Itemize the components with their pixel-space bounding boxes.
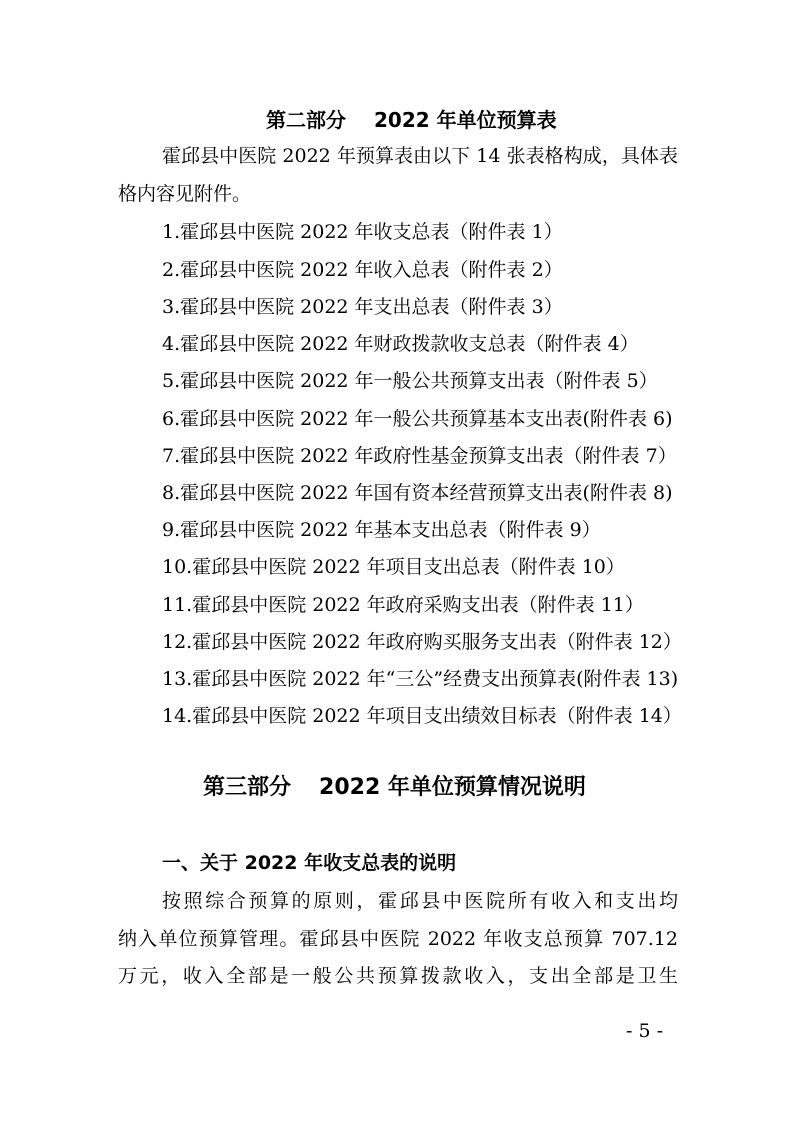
- part2-intro-line1: 霍邱县中医院 2022 年预算表由以下 14 张表格构成，具体表: [162, 145, 678, 167]
- list-item: 13.霍邱县中医院 2022 年“三公”经费支出预算表(附件表 13): [162, 668, 679, 690]
- part2-heading: [266, 110, 557, 130]
- list-item: 5.霍邱县中医院 2022 年一般公共预算支出表（附件表 5）: [162, 370, 658, 392]
- list-item: 2.霍邱县中医院 2022 年收入总表（附件表 2）: [162, 259, 563, 281]
- list-item: 7.霍邱县中医院 2022 年政府性基金预算支出表（附件表 7）: [162, 445, 677, 467]
- list-item: 1.霍邱县中医院 2022 年收支总表（附件表 1）: [162, 221, 563, 243]
- list-item: 10.霍邱县中医院 2022 年项目支出总表（附件表 10）: [162, 556, 625, 578]
- list-item: 6.霍邱县中医院 2022 年一般公共预算基本支出表(附件表 6): [162, 408, 673, 430]
- paragraph-line: 纳入单位预算管理。霍邱县中医院 2022 年收支总预算 707.12: [118, 928, 678, 950]
- part3-heading-prefix: 第三部分: [203, 775, 292, 800]
- part2-heading-prefix: 第二部分: [266, 108, 346, 132]
- list-item: 8.霍邱县中医院 2022 年国有资本经营预算支出表(附件表 8): [162, 482, 673, 504]
- part2-intro-line2: 格内容见附件。: [118, 183, 252, 205]
- page-number: - 5 -: [626, 1020, 664, 1042]
- section1-heading: 一、关于 2022 年收支总表的说明: [162, 852, 457, 874]
- part3-heading-title: 2022 年单位预算情况说明: [319, 775, 586, 800]
- paragraph-line: 按照综合预算的原则，霍邱县中医院所有收入和支出均: [162, 890, 678, 912]
- list-item: 11.霍邱县中医院 2022 年政府采购支出表（附件表 11）: [162, 594, 644, 616]
- part3-heading: [203, 777, 586, 799]
- paragraph-line: 万元，收入全部是一般公共预算拨款收入，支出全部是卫生: [118, 965, 678, 987]
- list-item: 12.霍邱县中医院 2022 年政府购买服务支出表（附件表 12）: [162, 631, 682, 653]
- list-item: 9.霍邱县中医院 2022 年基本支出总表（附件表 9）: [162, 519, 601, 541]
- list-item: 14.霍邱县中医院 2022 年项目支出绩效目标表（附件表 14）: [162, 705, 682, 727]
- list-item: 3.霍邱县中医院 2022 年支出总表（附件表 3）: [162, 296, 563, 318]
- part2-heading-title: 2022 年单位预算表: [374, 108, 557, 132]
- list-item: 4.霍邱县中医院 2022 年财政拨款收支总表（附件表 4）: [162, 333, 639, 355]
